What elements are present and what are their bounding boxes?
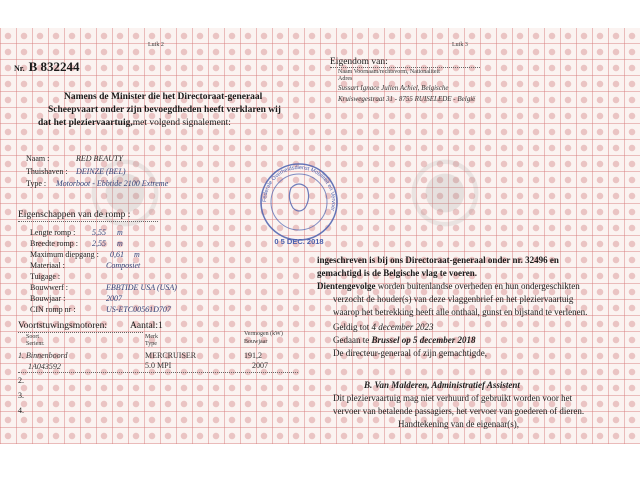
duty-line-3: waarop het betrekking heeft alle onthaal, gunst en bijstand te verlenen. xyxy=(333,307,588,317)
col-soort: Soort xyxy=(26,334,40,340)
length-unit: m xyxy=(117,228,123,237)
col-vermogen: Vermogen (kW) xyxy=(244,331,283,337)
year-value: 2007 xyxy=(106,294,122,303)
registered-line-2: gemachtigd is de Belgische vlag te voeren. xyxy=(317,268,478,278)
name-value: RED BEAUTY xyxy=(76,154,123,163)
width-unit: m xyxy=(117,239,123,248)
valid-label: Geldig tot xyxy=(333,322,370,332)
col-bouwjaar: Bouwjaar xyxy=(244,339,268,345)
home-label: Thuishaven : xyxy=(26,167,68,176)
engine1-year: 2007 xyxy=(252,361,268,370)
engine1-type: 5.0 MPI xyxy=(145,361,172,370)
rig-label: Tuigage : xyxy=(30,272,61,281)
stamp-inner-ring xyxy=(271,174,327,230)
duty-rest: worden buitenlandse overheden en hun ondergeschikten xyxy=(375,281,580,291)
divider xyxy=(18,372,298,373)
done-label: Gedaan te xyxy=(333,335,370,345)
official-stamp xyxy=(258,158,340,246)
heading-line-2: Scheepvaart onder zijn bevoegdheden heeft verklaren wij xyxy=(48,105,281,115)
draft-label: Maximum diepgang : xyxy=(30,250,99,259)
cin-value: US-ETC00561D707 xyxy=(106,305,171,314)
engine1-brand: MERCRUISER xyxy=(145,351,197,360)
owner-line-1: Sussart Ignace Julien Achiel, Belgische xyxy=(338,84,449,92)
engines-title: Voortstuwingsmotoren: xyxy=(18,321,108,331)
count-label: Aantal: xyxy=(130,321,158,331)
owner-hint-1: Naam Voornaam/rechtsvorm, Nationaliteit xyxy=(338,69,440,75)
divider xyxy=(330,67,480,68)
length-value: 5,55 xyxy=(92,228,106,237)
document-number xyxy=(14,58,80,76)
material-value: Composiet xyxy=(106,261,141,270)
row-2: 2. xyxy=(18,376,24,385)
type-value: Motorboot - Ebbtide 2100 Extreme xyxy=(56,179,169,188)
nr-prefix: Nr. xyxy=(14,64,25,73)
year-label: Bouwjaar : xyxy=(30,294,66,303)
col-merk: Merk xyxy=(145,334,158,340)
engine1-kind: 1. Binnenboord xyxy=(18,351,68,360)
col-serienr: Serienr. xyxy=(26,341,45,347)
heading-line-1: Namens de Minister die het Directoraat-generaal xyxy=(64,92,263,102)
cin-label: CIN romp nr : xyxy=(30,305,76,314)
stamp-date: 0 5 DEC. 2018 xyxy=(274,237,324,246)
props-title: Eigenschappen van de romp : xyxy=(18,210,131,220)
draft-unit: m xyxy=(134,250,140,259)
owner-line-2: Kruiswegestraat 31 - 8755 RUISELEDE - België xyxy=(338,95,476,103)
count-value: 1 xyxy=(157,321,163,331)
owner-hint-2: Adres xyxy=(338,76,353,82)
left-page-label: Luik 2 xyxy=(148,42,164,48)
stamp-ring-text: Federale Overheidsdienst Mobiliteit en Vervoer xyxy=(261,164,337,212)
owner-signature-label: Handtekening van de eigenaar(s), xyxy=(398,419,519,429)
row-4: 4. xyxy=(18,406,24,415)
owner-title: Eigendom van: xyxy=(330,57,388,67)
document-sheet xyxy=(0,28,640,444)
length-label: Lengte romp : xyxy=(30,228,76,237)
type-label: Type : xyxy=(26,179,47,188)
draft-value: 0,61 xyxy=(110,250,124,259)
engine1-serial: 1A043592 xyxy=(28,362,61,371)
name-label: Naam : xyxy=(26,154,50,163)
divider xyxy=(18,221,158,222)
director-line: De directeur-generaal of zijn gemachtigde, xyxy=(333,348,487,358)
note-line-2: vervoer van betalende passagiers, het vervoer van goederen of dieren. xyxy=(333,406,585,416)
width-label: Breedte romp : xyxy=(30,239,78,248)
duty-line-2: verzocht de houder(s) van deze vlaggenbrief en het pleziervaartuig xyxy=(333,294,574,304)
duty-bold: Dientengevolge xyxy=(317,281,376,291)
heading-3-bold: dat het pleziervaartuig, xyxy=(38,118,133,128)
right-page-label: Luik 3 xyxy=(452,42,468,48)
valid-value: 4 december 2023 xyxy=(371,322,434,332)
engine-count xyxy=(130,321,163,331)
engine1-power: 191,2 xyxy=(244,351,262,360)
divider xyxy=(18,332,143,333)
col-type: Type xyxy=(145,341,157,347)
done-value: Brussel op 5 december 2018 xyxy=(371,335,476,345)
yard-value: EBBTIDE USA (USA) xyxy=(106,283,177,292)
watermark-emblem-right xyxy=(400,148,490,238)
nr-value: B 832244 xyxy=(28,59,80,74)
registered-line-1: ingeschreven is bij ons Directoraat-generaal onder nr. 32496 en xyxy=(317,255,559,265)
row-3: 3. xyxy=(18,391,24,400)
heading-line-3 xyxy=(38,118,231,128)
width-value: 2,55 xyxy=(92,239,106,248)
yard-label: Bouwwerf : xyxy=(30,283,68,292)
signer-name: B. Van Malderen, Administratief Assistent xyxy=(364,380,520,390)
stamp-crest-icon xyxy=(289,184,308,211)
duty-line-1 xyxy=(317,281,580,291)
home-value: DEINZE (BEL) xyxy=(76,167,126,176)
note-line-1: Dit pleziervaartuig mag niet verhuurd of gebruikt worden voor het xyxy=(333,393,573,403)
done-line xyxy=(333,335,475,345)
stamp-outer-ring xyxy=(261,164,337,240)
material-label: Materiaal : xyxy=(30,261,65,270)
valid-line xyxy=(333,322,433,332)
heading-3-rest: met volgend signalement: xyxy=(132,118,231,128)
